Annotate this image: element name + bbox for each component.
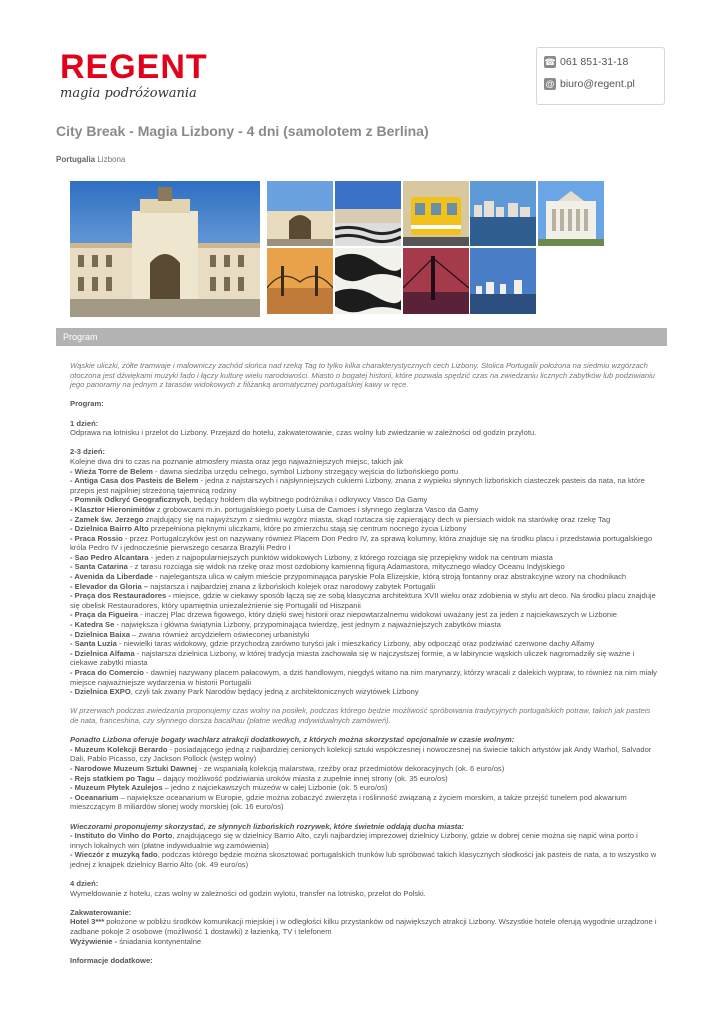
list-item-text: znajdujący się na najwyższym z siedmiu wzgórz miasta, skąd roztacza się zapierający dech w piersiach widok na starówkę oraz rzekę Tag [143,514,611,524]
list-item [70,639,660,649]
list-item-text: – zwana również arcydziełem oświeconej urbanistyki [129,629,310,639]
regent-logo[interactable] [60,50,210,108]
list-item-text: - inaczej Plac drzewa figowego, który dzięki swej historii oraz niepowtarzalnemu widokowi uważany jest za jeden z najciekawszych w Lizbonie [137,610,618,620]
list-item-name: - Dzielnica Alfama [70,648,135,658]
photo-riverside-sky[interactable] [470,248,536,314]
list-item-name: - Sao Pedro Alcantara [70,552,149,562]
list-item-name: - Muzeum Płytek Azulejos [70,783,163,793]
evening-attractions-list [70,831,660,869]
optional-heading: Ponadto Lizbona oferuje bogaty wachlarz atrakcji dodatkowych, z których można skorzystać opcjonalnie w czasie wolnym: [70,735,515,745]
intro-paragraph: Wąskie uliczki, żółte tramwaje i malowniczy zachód słońca nad rzeką Tag to tylko kilka charakterystycznych cech Lizbony. Stolica Portugalii położona na siedmiu wzgórzach otoczona jest dźwiękami muzyki fado i łączy kulturę wielu narodowości. Miasto o bogatej historii, które pozwala spędzić czas na zwiedzaniu licznych zabytków lub podziwianiu jego panoramy na jednym z tarasów widokowych z filiżanką aromatycznej portugalskiej kawy w ręce. [70,361,655,390]
photo-tiles[interactable] [335,248,401,314]
program-content [70,361,660,965]
list-item-text: , czyli tak zwany Park Narodów będący jedną z architektonicznych wizytówek Lizbony [130,687,419,697]
list-item-text: - niewielki taras widokowy, gdzie przychodzą zarówno turyści jak i mieszkańcy Lizbony, aby odpocząć oraz podziwiać czerwone dachy Alfamy [116,639,595,649]
contact-email-row [544,78,635,90]
list-item [70,687,660,697]
list-item [70,524,660,534]
program-section-bar: Program [56,328,667,346]
food-text: śniadania kontynentalne [117,936,202,946]
list-item-text: z grobowcami m.in. portugalskiego poety Luisa de Camoes i słynnego żeglarza Vasco da Gamy [154,504,479,514]
list-item [70,515,660,525]
day23-intro: Kolejne dwa dni to czas na poznanie atmosfery miasta oraz jego najważniejszych miejsc, takich jak [70,456,404,466]
list-item-name: - Praca Rossio [70,533,123,543]
list-item [70,562,660,572]
list-item [70,764,660,774]
list-item-text: , będący hołdem dla wybitnego podróżnika i odkrywcy Vasco Da Gamy [189,495,428,505]
list-item-text: – dający możliwość podziwiania uroków miasta z zupełnie innej strony (ok. 35 euro/os) [154,773,448,783]
break-note: W przerwach podczas zwiedzania proponujemy czas wolny na posiłek, podczas którego będzie możliwość spróbowania tradycyjnych portugalskich potraw, takich jak pasteis de nata, franceshina, czy słynnego dorsza bacalhau (płatne według indywidualnych zamówień). [70,706,651,725]
list-item-text: - ze wspaniałą kolekcją malarstwa, rzeźby oraz przedmiotów dekoracyjnych (ok. 6 euro/os) [197,763,505,773]
contact-phone[interactable]: 061 851-31-18 [560,56,629,68]
photo-arch[interactable] [267,181,333,246]
list-item [70,505,660,515]
list-item-text: – największe oceanarium w Europie, gdzie można zobaczyć zwierzęta i roślinność związaną z życiem morskim, a także przejść tunelem pod akwarium mieszczącym 8 miliardów słonej wody morskiej (ok. 16 euro/os) [70,792,627,812]
contact-phone-row [544,56,628,68]
list-item [70,850,660,869]
hotel-name: Hotel 3*** [70,917,105,927]
food-name: Wyżywienie - [70,936,118,946]
accommodation-label: Zakwaterowanie: [70,907,132,917]
breadcrumb-city[interactable]: Lizbona [97,155,126,164]
photo-bridge-dusk[interactable] [403,248,469,314]
list-item-name: - Wieczór z muzyką fado [70,850,158,860]
list-item-text: - największa i główna świątynia Lizbony, przypominająca twierdzę, jest jednym z najważniejszych zabytków miasta [114,620,501,630]
list-item [70,793,660,812]
list-item [70,831,660,850]
list-item-name: - Praca do Comercio [70,668,144,677]
day1-text: Odprawa na lotnisku i przelot do Lizbony. Przejazd do hotelu, zakwaterowanie, czas wolny lub zwiedzanie w zależności od godzin przylotu. [70,428,537,438]
list-item-name: - Pomnik Odkryć Geograficznych [70,495,190,505]
breadcrumb [56,155,125,164]
list-item [70,774,660,784]
photo-city-panorama[interactable] [470,181,536,246]
list-item-name: - Wieża Torre de Belem [70,466,153,476]
list-item-text: - najelegantsza ulica w całym mieście przypominająca paryskie Pola Elizejskie, którą stroją fontanny oraz abstrakcyjne wzory na chodnikach [153,572,627,582]
list-item-text: - dawna siedziba urzędu celnego, symbol Lizbony strzegący wejścia do lizbońskiego portu [152,466,459,476]
list-item-name: - Zamek św. Jerzego [70,514,144,524]
list-item [70,649,660,668]
list-item-text: , znajdującego się w dzielnicy Barrio Alto, czyli najbardziej imprezowej dzielnicy Lizbony, gdzie w dobrej cenie można się napić wina porto i innych lokalnych win (płatne indywidualnie wg zamówienia) [70,831,638,850]
day23-label: 2-3 dzień: [70,447,106,457]
hotel-text: położone w pobliżu środków komunikacji miejskiej i w odległości kilku przystanków od największych atrakcji Lizbony. Wszystkie hotele oferują wygodnie urządzone i zadbane pokoje 2 osobowe (możliwość 1 dostawki) z łazienką, TV i telefonem [70,917,657,937]
list-item-name: - Avenida da Liberdade [70,572,153,582]
list-item-name: - Dzielnica Bairro Alto [70,524,149,534]
day4-text: Wymeldowanie z hotelu, czas wolny w zależności od godzin wylotu, transfer na lotnisko, przelot do Polski. [70,888,426,898]
evening-heading: Wieczorami proponujemy skorzystać, ze słynnych lizbońskich rozrywek, które świetnie oddają ducha miasta: [70,821,465,831]
list-item-name: - Antiga Casa dos Pasteis de Belem [70,476,199,486]
list-item-text: - najstarsza dzielnica Lizbony, w której tradycja miasta zachowała się w najczystszej formie, a w labiryncie wąskich uliczek nagromadziły się ważne i ciekawe zabytki miasta [70,648,635,668]
list-item [70,582,660,592]
list-item-text: - jeden z najpopularniejszych punktów widokowych Lizbony, z którego rozciąga się przepiękny widok na centrum miasta [148,552,553,562]
photo-yellow-tram[interactable] [403,181,469,246]
day4-label: 4 dzień: [70,879,99,889]
hotel-info [70,917,660,936]
list-item [70,476,660,495]
list-item [70,783,660,793]
list-item-name: - Muzeum Kolekcji Berardo [70,744,168,754]
list-item [70,668,660,687]
brand-name: REGENT [60,48,208,86]
list-item [70,630,660,640]
program-label: Program: [70,399,104,409]
day1-label: 1 dzień: [70,418,99,428]
brand-tagline: magia podróżowania [60,86,197,101]
list-item-text: - przez Portugalczyków jest on nazywany również Placem Don Pedro IV, za sprawą kolumny, która znajduje się na środku placu i przedstawia portugalskiego króla Pedro IV i jednocześnie pierwszego cesarza Brazylii Pedro I [70,533,653,553]
list-item-name: - Rejs statkiem po Tagu [70,773,155,783]
list-item-name: - Oceanarium [70,792,119,802]
list-item-text: - dawniej nazywany placem pałacowym, a dziś handlowym, niegdyś witano na nim marynarzy, którzy wracali z dalekich wypraw, to również na nim miały miejsce najważniejsze wydarzenia w historii Portugalii [70,668,657,687]
contact-box [536,47,665,105]
list-item-text: najstarsza i najbardziej znana z lizbońskich kolejek oraz narodowy zabytek Portugalii [148,581,436,591]
list-item [70,534,660,553]
photo-bridge-sunset[interactable] [267,248,333,314]
list-item-name: - Klasztor Hieronimitów [70,504,155,514]
list-item-text: - jedna z najstarszych i najsłynniejszych cukierni Lizbony, znana z wypieku słynnych lizbońskich ciasteczek pasteis da nata, na które przepis jest najpilniej strzeżoną tajemnicą rodziny [70,476,645,495]
list-item-name: - Instituto do Vinho do Porto [70,831,173,841]
main-photo-praca-do-comercio[interactable] [70,181,260,317]
page-title: City Break - Magia Lizbony - 4 dni (samolotem z Berlina) [56,123,429,139]
breadcrumb-country[interactable]: Portugalia [56,155,96,164]
attractions-list [70,467,660,697]
list-item [70,610,660,620]
list-item-name: - Katedra Se [70,620,115,630]
photo-parliament[interactable] [538,181,604,246]
list-item [70,553,660,563]
list-item-text: przepełniona pięknymi uliczkami, które po zmierzchu stają się centrum nocnego życia Lizbony [148,524,467,534]
list-item-name: - Dzielnica Baixa [70,629,130,639]
food-info [70,937,660,947]
list-item [70,572,660,582]
list-item [70,620,660,630]
list-item-text: - z tarasu rozciąga się widok na rzekę oraz most ozdobiony kamienną figurą Adamastora, mitycznego władcy Oceanu Indyjskiego [127,562,565,572]
list-item-name: - Praça dos Restauradores - [70,591,171,601]
list-item [70,745,660,764]
list-item-text: miejsce, gdzie w ciekawy sposób łączą się ze sobą klasyczna architektura XVII wieku oraz zdobienia w stylu art deco. Na środku placu znajduje się obelisk Restauradores, który upamiętnia uniezależnienie się Portugalii od Hiszpanii [70,591,656,610]
list-item [70,495,660,505]
at-icon: @ [545,79,555,89]
list-item [70,467,660,477]
list-item-text: - posiadającego jedną z najbardziej cenionych kolekcji sztuki współczesnej i nowoczesnej na świecie takich artystów jak Andy Warhol, Salvador Dali, Pablo Picasso, czy Jackson Pollock (wstęp wolny) [70,744,652,764]
list-item-name: - Praça da Figueira [70,610,138,620]
list-item-text: – jedno z najciekawszych muzeów w całej Lizbonie (ok. 5 euro/os) [162,783,388,793]
list-item-name: - Elevador da Gloria – [70,581,149,591]
list-item-name: - Santa Catarina [70,562,128,572]
photo-rossio-square[interactable] [335,181,401,246]
contact-email[interactable]: biuro@regent.pl [560,78,635,90]
list-item-text: , podczas którego będzie można skosztować portugalskich trunków lub spróbować takich klasycznych słodkości jak pasteis de nata, a to wszystko w jednej z knajpek dzielnicy Barrio Alto (ok. 49 euro/os) [70,850,657,869]
optional-attractions-list [70,745,660,812]
list-item-name: - Santa Luzia [70,639,117,649]
list-item-name: - Narodowe Muzeum Sztuki Dawnej [70,763,197,773]
phone-icon: ☎ [544,57,556,67]
list-item [70,591,660,610]
extra-info-label: Informacje dodatkowe: [70,955,153,965]
list-item-name: - Dzielnica EXPO [70,687,131,697]
